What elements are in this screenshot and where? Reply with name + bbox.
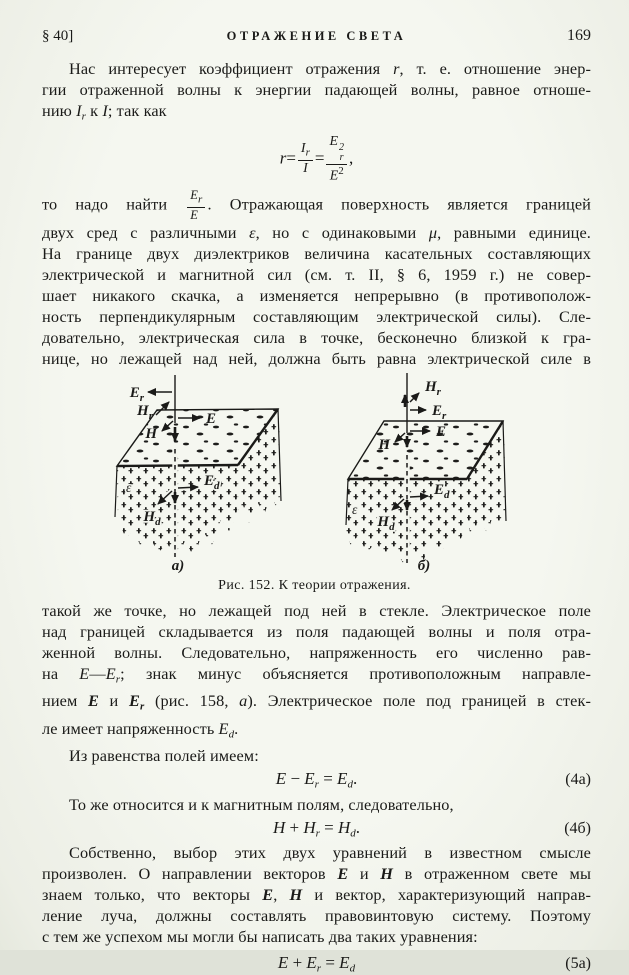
subfigure-tag-a: а) [171,557,185,574]
text-line [42,905,591,926]
text-run: . [352,769,358,789]
text-run: , т. е. отношение энер- [399,59,591,78]
fraction [298,142,313,177]
text-run: E [190,187,199,202]
text-run: E [306,953,317,973]
text-run: r [115,673,121,686]
text-run: шает никакого скачка, а изменяется непрерывно (в противополож- [42,285,591,305]
text-run: E [337,769,348,789]
text-run: = [314,148,325,167]
text-run: E [105,663,116,683]
text-run: а [239,691,248,711]
label-e-incident: E [436,423,447,440]
label-h-incident: H [378,436,390,453]
text-run: = [318,769,338,789]
text-line [42,621,591,642]
fraction [326,135,347,184]
text-run: (рис. 158, [144,691,240,711]
text-run: E [277,953,289,973]
text-run: к [85,101,103,120]
text-run: E [218,718,229,738]
text-run: 2 [338,164,344,177]
text-run: на [42,663,80,683]
text-run: над границей складывается из поля падающей волны и поля отра- [42,621,591,641]
text-run: I [300,140,306,156]
text-run: E [337,864,349,884]
epsilon-label: ε [126,479,132,495]
text-run: = [319,817,338,837]
text-line [42,285,591,306]
text-run: I [303,160,308,176]
figure-box-b [345,373,506,574]
equation-reflection-coefficient [42,135,591,184]
text-run: H [338,817,351,837]
figure-caption: Рис. 152. К теории отражения. [218,577,411,593]
text-run: произволен. О направлении векторов [42,864,338,884]
text-run: + [288,953,307,973]
text-run: знаем только, что векторы [42,885,263,905]
text-run: — [89,663,106,683]
text-run: r [316,962,322,975]
text-line [42,926,591,947]
page-number: 169 [567,27,591,44]
text-run: H [380,864,394,884]
equation-5a [42,953,591,975]
text-run: ность перпендикулярным составляющим электрической силы). Сле- [42,306,591,326]
text-run: = [286,148,296,167]
text-run: гии отраженной волны к энергии падающей волны, равное отноше- [42,80,591,99]
text-line [42,222,591,243]
text-line [42,863,591,884]
text-line [42,794,591,815]
text-run: E [329,168,339,183]
text-run: , [273,885,290,905]
label-h-reflected: $H_r$ [137,402,153,422]
text-run: и [348,864,381,884]
text-line [42,663,591,691]
label-e-transmitted: $E_d$ [204,472,220,492]
text-run: E [128,691,140,711]
text-run: и [98,691,129,711]
text-run: Собственно, выбор этих двух уравнений в известном смысле [69,843,591,863]
text-run: нию [42,101,77,120]
text-run: H [272,817,286,837]
epsilon-label: ε [352,501,358,517]
equation-number-4a: (4а) [565,771,591,789]
text-run: . [355,817,361,837]
text-run: , но с одинаковыми [255,222,429,242]
text-run: двух сред с различными [42,222,250,242]
paragraph-intro [42,58,591,128]
text-run: , равными единице. [437,222,591,242]
text-line [42,745,591,766]
paragraph-boundary-conditions [42,189,591,369]
equation-number-5a: (5а) [565,955,591,973]
running-head [42,0,591,45]
text-run: r [81,110,86,123]
box-a-left-edge [115,466,117,517]
text-line [42,600,591,621]
equation-4b [42,818,591,840]
label-h-reflected: $H_r$ [425,378,441,398]
paragraph-choice-of-equations [42,842,591,947]
page-content [42,0,591,369]
text-line [42,189,591,222]
formula [276,769,357,791]
text-run: , [349,148,354,167]
vector-arrow-e-transmitted [410,496,428,497]
text-run: женной волны. Следовательно, напряженность его численно рав- [42,642,591,662]
label-e-transmitted: $E_d$ [434,481,450,501]
text-line [42,100,591,128]
text-run: E [275,769,287,789]
label-h-transmitted: $H_d$ [377,513,395,533]
text-run: I [76,101,82,120]
text-run: . [234,718,239,738]
text-run: d [350,827,356,840]
text-line [42,690,591,718]
text-run: E [329,133,339,149]
text-line [42,327,591,348]
text-run: H [289,885,303,905]
text-run: и вектор, характеризующий направ- [302,885,592,905]
text-run: E [339,953,350,973]
paragraph-field-continuity [42,600,591,746]
page-content-lower [42,600,591,975]
subfigure-tag-b: б) [417,557,431,574]
text-run: r [279,148,287,167]
text-run: + [285,817,304,837]
text-line [42,264,591,285]
text-run: На границе двух диэлектриков величина касательных составляющих [42,243,591,263]
text-run: I [102,101,108,120]
text-line [42,79,591,100]
text-run: с тем же успехом мы могли бы написать два таких уравнения: [42,927,478,947]
text-line [42,642,591,663]
paragraph-magnetic-fields [42,794,591,815]
formula [278,953,355,975]
label-h-incident: H [145,425,157,442]
text-run: То же относится и к магнитным полям, следовательно, [69,794,454,814]
text-run: ление луча, должны составлять правовинтовую систему. Поэтому [42,906,591,926]
text-run: электрической и магнитной сил (см. т. II, § 6, 1959 г.) не совер- [42,264,591,284]
figure-152-drawing [0,371,629,575]
label-e-reflected: $E_r$ [432,402,447,422]
label-e-incident: E [206,410,217,427]
text-run: ). Электрическое поле под границей в стек- [247,691,591,711]
text-line [42,718,591,746]
text-run: нице, но лежащей над ней, должна быть равна электрической силе в [42,348,591,368]
text-run: ε [249,222,256,242]
text-run: d [347,778,353,791]
text-run: E [262,885,274,905]
text-run: E [87,691,99,711]
label-e-reflected: $E_r$ [129,384,144,404]
text-run: r [315,827,320,840]
formula [273,818,360,840]
text-line [42,58,591,79]
text-line [42,306,591,327]
text-line [42,842,591,863]
text-run: ; так как [107,101,167,120]
text-run: Из равенства полей имеем: [69,746,259,766]
sup-sub-stack: 2 r [339,141,345,163]
text-run: H [303,817,316,837]
text-run: довательно, электрическая сила в точке, бесконечно близкой к гра- [42,327,591,347]
text-run: r [139,700,145,713]
formula [280,135,354,184]
equation-4a [42,769,591,791]
text-run: r [305,146,310,159]
text-run: E [79,663,90,683]
text-run: d [228,728,235,741]
text-run: r [393,59,400,78]
running-title: ОТРАЖЕНИЕ СВЕТА [226,29,407,43]
paragraph-from-equality [42,745,591,766]
text-run: μ [428,222,438,242]
text-run: r [198,193,203,206]
vector-arrow-h-reflected [410,393,419,402]
text-run: в отраженном свете мы [393,864,591,884]
text-line [42,884,591,905]
text-run: r [314,778,319,791]
text-run: такой же точке, но лежащей под ней в стекле. Электрическое поле [42,600,591,620]
text-run: . Отражающая поверхность является границей [207,194,591,214]
text-run: нием [42,691,88,711]
text-run: то надо найти [42,194,186,214]
text-run: E [304,769,315,789]
figure-box-a [115,375,281,574]
vector-arrow-e-transmitted [178,487,198,488]
text-run: = [321,953,340,973]
label-h-transmitted: $H_d$ [143,508,161,528]
text-line [42,243,591,264]
text-run: ; знак минус объясняется противоположным направле- [120,663,591,683]
equation-number-4b: (4б) [564,819,591,837]
figure-152 [0,371,629,594]
text-run: E [190,207,199,222]
text-run: ле имеет напряженность [42,718,219,738]
text-run: Нас интересует коэффициент отражения [69,59,394,78]
fraction [187,189,205,222]
text-run: d [349,962,356,975]
section-number: § 40] [42,28,74,44]
text-line [42,348,591,369]
text-run: − [286,769,305,789]
